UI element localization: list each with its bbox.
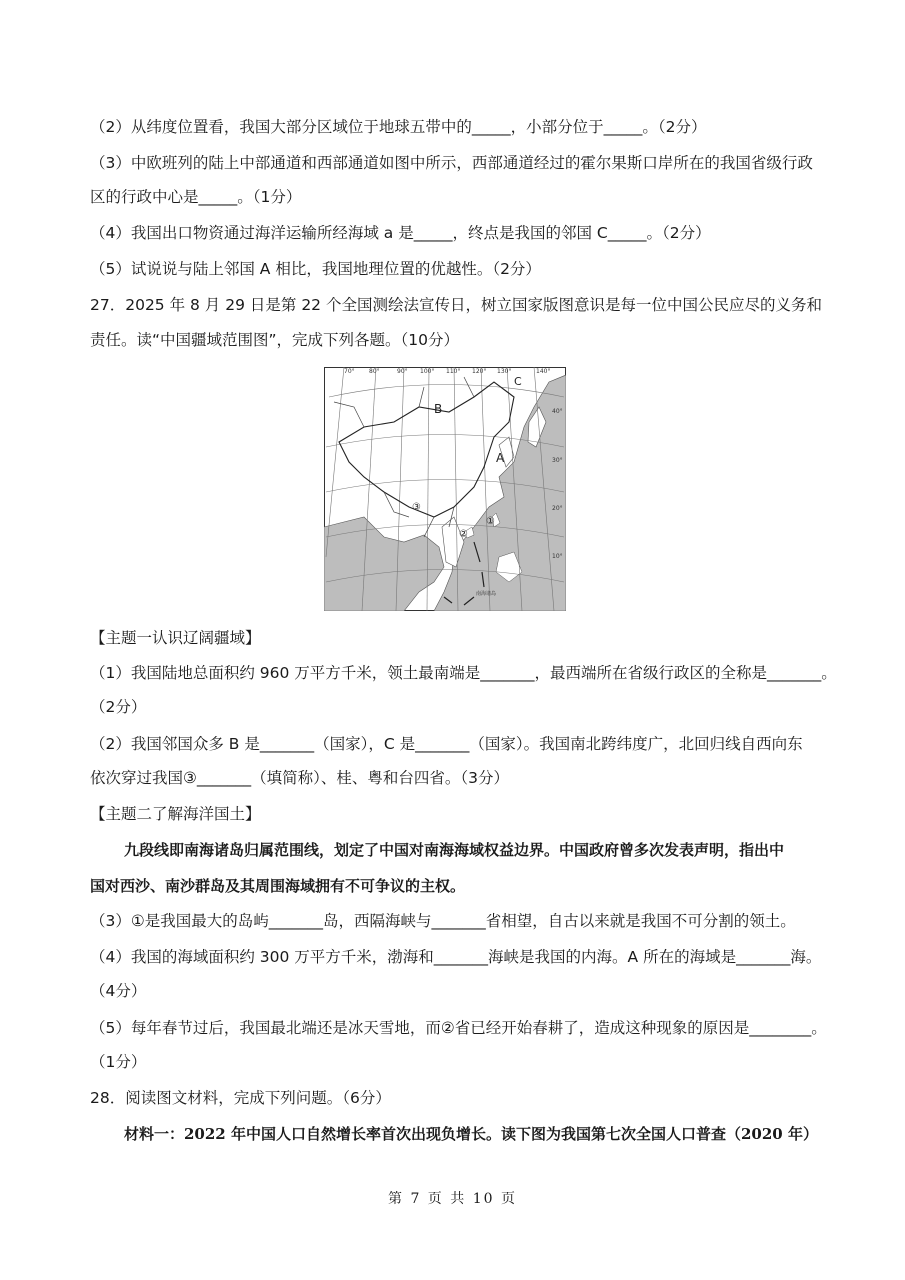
map-small-label: 南海诸岛 (476, 591, 497, 597)
map-mark-3: ③ (412, 502, 421, 513)
lat-label: 10° (552, 553, 563, 560)
line-q27-4a: （4）我国的海域面积约 300 万平方千米，渤海和_______海峡是我国的内海。A 所在的海域是_______海。 (90, 948, 822, 966)
map-letter-a: A (496, 451, 505, 465)
map-mark-1: ① (486, 516, 495, 527)
line-q27-2b: 依次穿过我国③_______（填简称）、桂、粤和台四省。（3分） (90, 769, 510, 787)
lon-label: 70° (344, 368, 355, 375)
map-letter-b: B (434, 402, 443, 416)
lon-label: 80° (369, 368, 380, 375)
map-mark-2: ② (459, 529, 468, 540)
line-q27-2a: （2）我国邻国众多 B 是_______（国家），C 是_______（国家）。我国南北跨纬度广，北回归线自西向东 (90, 735, 803, 753)
china-territory-map (324, 367, 566, 611)
page-footer: 第 7 页 共 10 页 (388, 1191, 517, 1207)
lon-label: 140° (536, 368, 551, 375)
line-q27-1b: （2分） (90, 698, 147, 716)
heading-topic-2: 【主题二了解海洋国土】 (90, 805, 261, 823)
line-q27-1a: （1）我国陆地总面积约 960 万平方千米，领土最南端是_______，最西端所在省级行政区的全称是_______。 (90, 664, 837, 682)
material-one-text: 材料一：2022 年中国人口自然增长率首次出现负增长。读下图为我国第七次全国人口普查（2020 年） (124, 1125, 818, 1143)
lat-label: 20° (552, 505, 563, 512)
lon-label: 110° (446, 368, 461, 375)
line-q26-3a: （3）中欧班列的陆上中部通道和西部通道如图中所示，西部通道经过的霍尔果斯口岸所在的我国省级行政 (90, 154, 813, 172)
line-q27-intro-b: 责任。读“中国疆域范围图”，完成下列各题。（10分） (90, 331, 460, 349)
lon-label: 130° (497, 368, 512, 375)
map-letter-c: C (514, 375, 522, 388)
lat-label: 30° (552, 457, 563, 464)
line-q28: 28．阅读图文材料，完成下列问题。（6分） (90, 1089, 391, 1107)
line-q26-3b: 区的行政中心是_____。（1分） (90, 188, 302, 206)
line-q27-4b: （4分） (90, 982, 147, 1000)
lat-label: 40° (552, 408, 563, 415)
line-q26-4: （4）我国出口物资通过海洋运输所经海域 a 是_____，终点是我国的邻国 C_____。（2分） (90, 224, 711, 242)
line-q27-intro-a: 27．2025 年 8 月 29 日是第 22 个全国测绘法宣传日，树立国家版图意识是每一位中国公民应尽的义务和 (90, 296, 822, 314)
lon-label: 120° (472, 368, 487, 375)
lon-label: 90° (397, 368, 408, 375)
lon-label: 100° (420, 368, 435, 375)
material-text-b: 国对西沙、南沙群岛及其周围海域拥有不可争议的主权。 (90, 877, 466, 895)
line-q27-5a: （5）每年春节过后，我国最北端还是冰天雪地，而②省已经开始春耕了，造成这种现象的原因是________。 (90, 1019, 827, 1037)
line-q27-5b: （1分） (90, 1053, 147, 1071)
heading-topic-1: 【主题一认识辽阔疆域】 (90, 629, 261, 647)
line-q26-2: （2）从纬度位置看，我国大部分区域位于地球五带中的_____，小部分位于_____。（2分） (90, 118, 707, 136)
line-q27-3: （3）①是我国最大的岛屿_______岛，西隔海峡与_______省相望，自古以来就是我国不可分割的领土。 (90, 912, 796, 930)
line-q26-5: （5）试说说与陆上邻国 A 相比，我国地理位置的优越性。（2分） (90, 260, 541, 278)
material-text-a: 九段线即南海诸岛归属范围线，划定了中国对南海海域权益边界。中国政府曾多次发表声明，指出中 (124, 841, 785, 859)
